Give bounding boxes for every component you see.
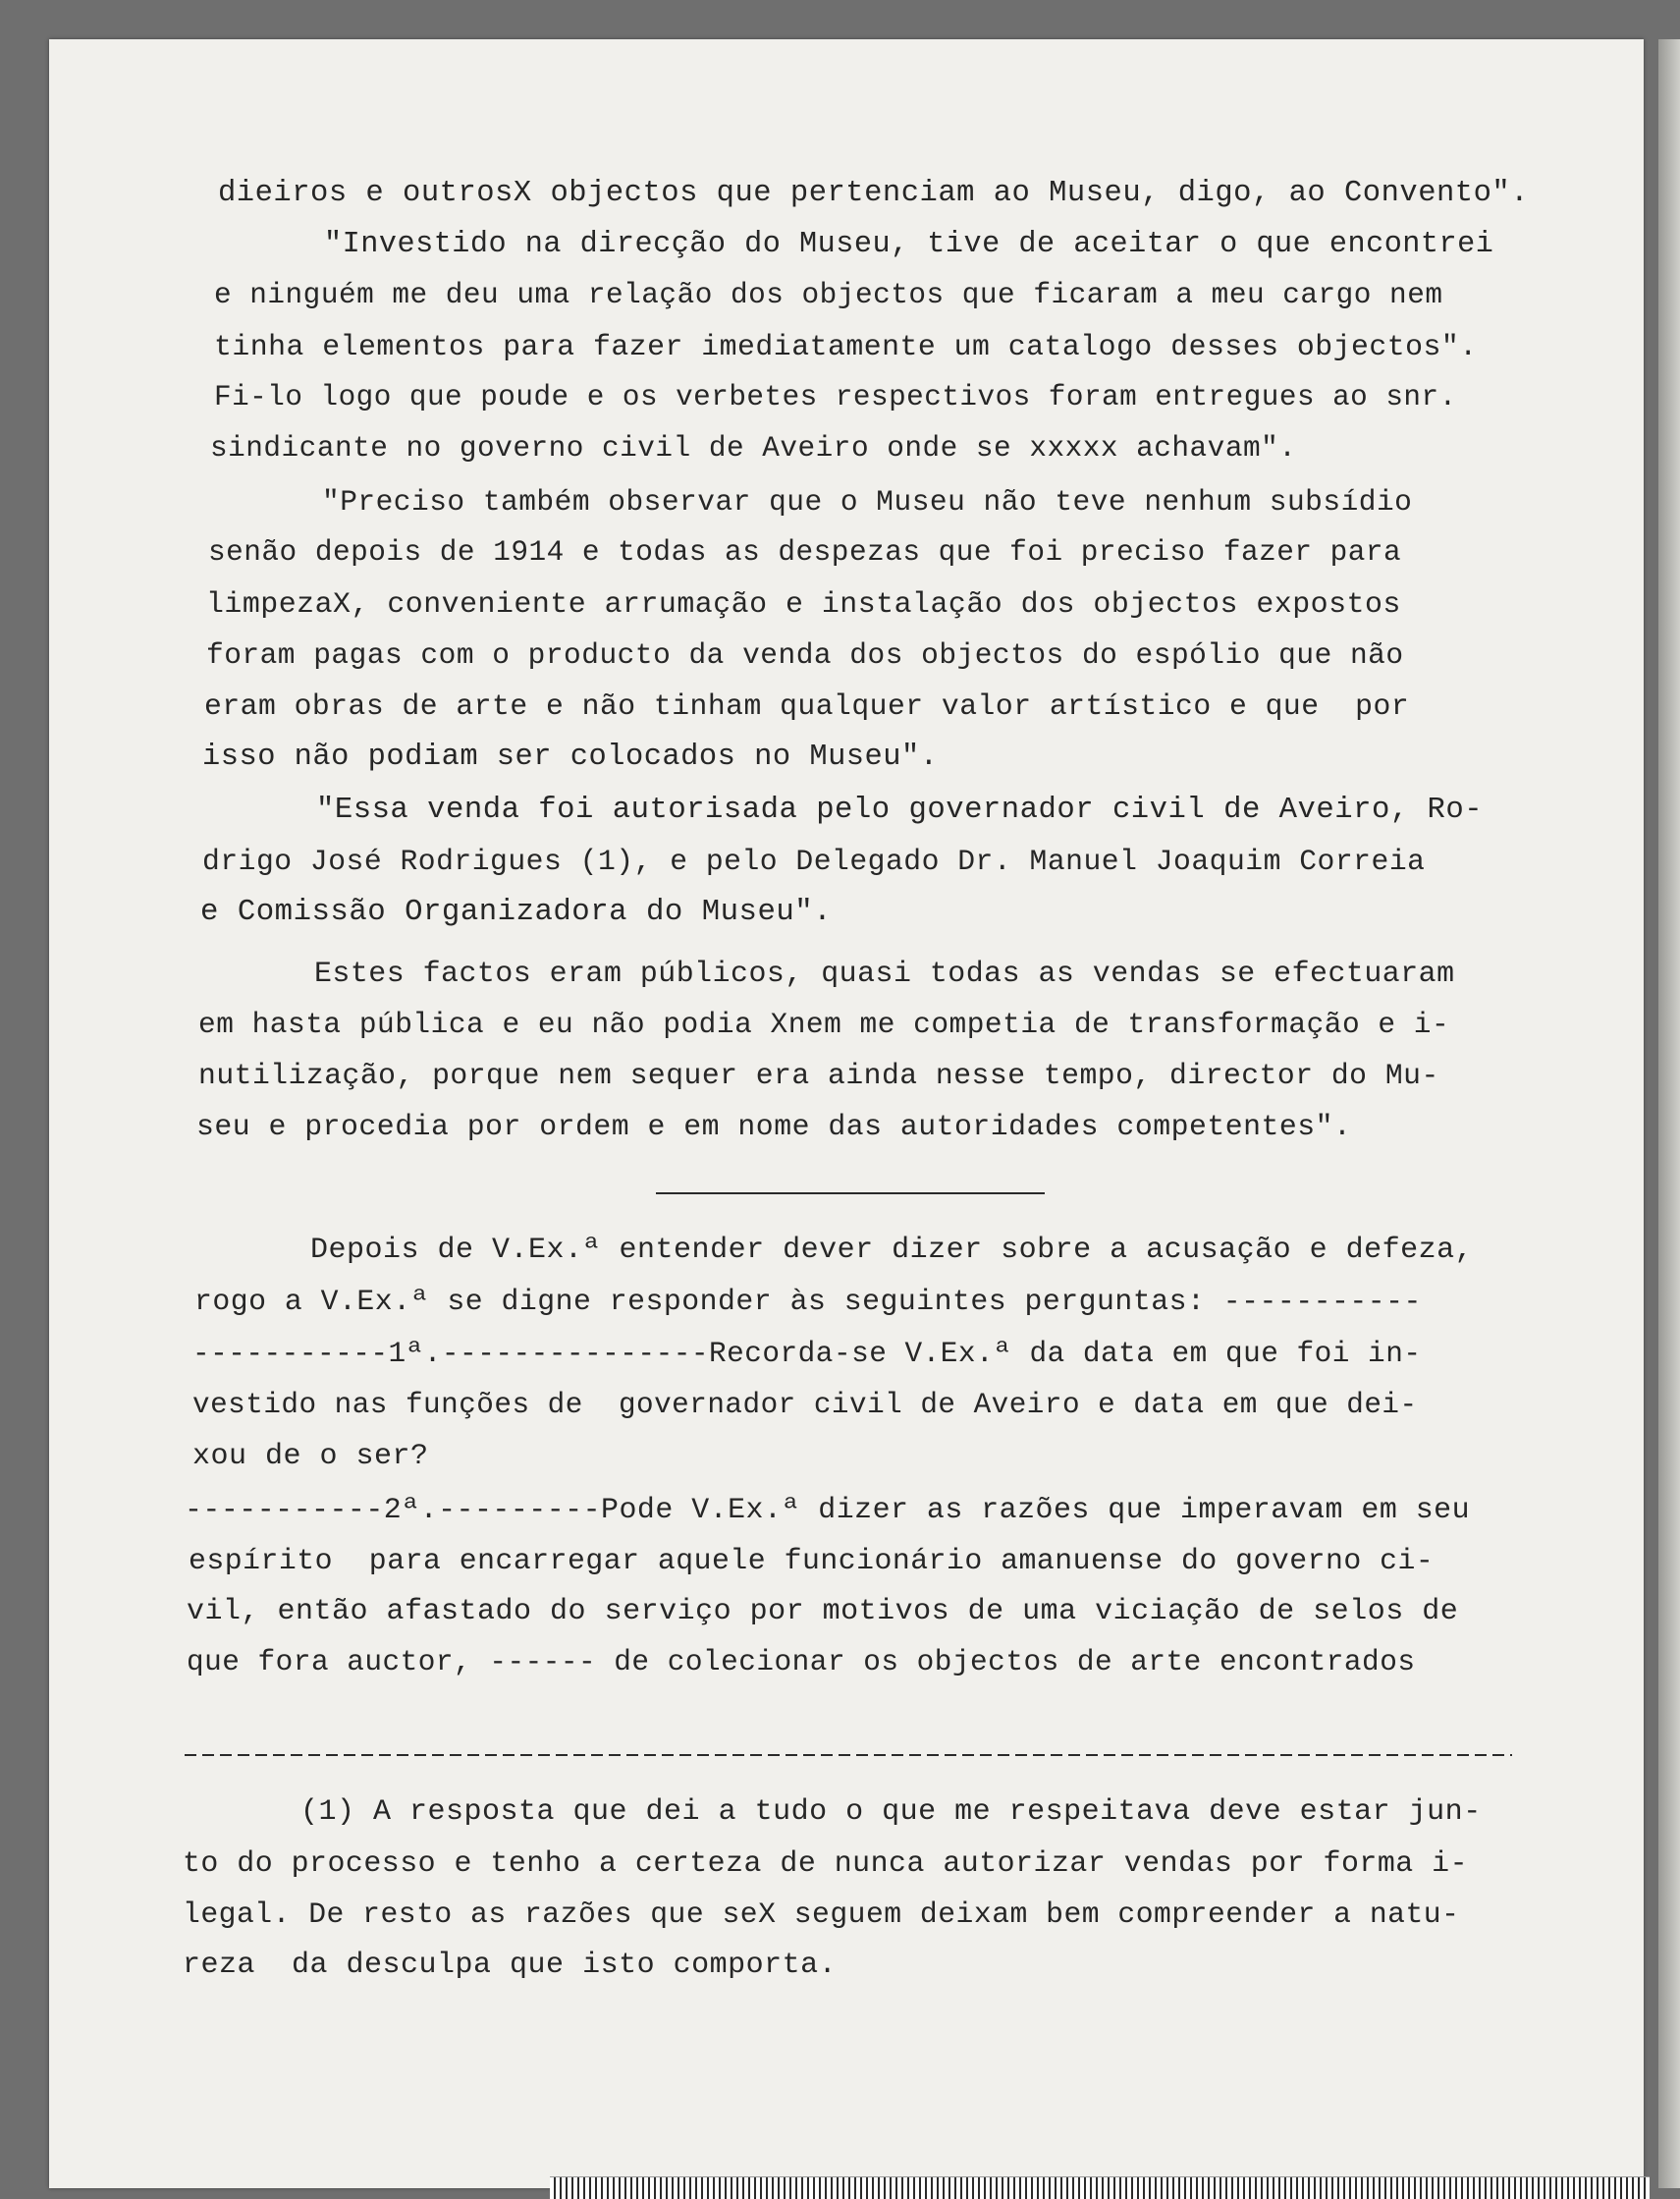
text-line: espírito para encarregar aquele funcionário amanuense do governo ci- bbox=[189, 1544, 1435, 1577]
scan-ruler bbox=[550, 2176, 1650, 2199]
text-line: "Preciso também observar que o Museu não teve nenhum subsídio bbox=[322, 485, 1413, 519]
text-line: -----------1ª.---------------Recorda-se V.Ex.ª da data em que foi in- bbox=[192, 1338, 1422, 1370]
text-line: limpezaX, conveniente arrumação e instalação dos objectos expostos bbox=[206, 587, 1401, 621]
text-line: vestido nas funções de governador civil de Aveiro e data em que dei- bbox=[192, 1389, 1418, 1421]
text-line: e ninguém me deu uma relação dos objectos que ficaram a meu cargo nem bbox=[214, 279, 1443, 311]
footnote-line: (1) A resposta que dei a tudo o que me respeitava deve estar jun- bbox=[300, 1795, 1482, 1829]
dashed-rule bbox=[185, 1754, 1512, 1756]
text-line: eram obras de arte e não tinham qualquer valor artístico e que por bbox=[204, 689, 1410, 723]
text-line: Fi-lo logo que poude e os verbetes respectivos foram entregues ao snr. bbox=[214, 381, 1457, 413]
section-divider bbox=[656, 1192, 1045, 1194]
text-line: nutilização, porque nem sequer era ainda nesse tempo, director do Mu- bbox=[198, 1059, 1439, 1092]
footnote-line: reza da desculpa que isto comporta. bbox=[183, 1949, 838, 1982]
text-line: "Essa venda foi autorisada pelo governador civil de Aveiro, Ro- bbox=[316, 794, 1484, 827]
text-line: seu e procedia por ordem e em nome das autoridades competentes". bbox=[196, 1110, 1352, 1143]
text-line: Depois de V.Ex.ª entender dever dizer sobre a acusação e defeza, bbox=[310, 1234, 1474, 1267]
text-line: rogo a V.Ex.ª se digne responder às seguintes perguntas: ----------- bbox=[194, 1285, 1422, 1318]
text-line: -----------2ª.---------Pode V.Ex.ª dizer as razões que imperavam em seu bbox=[185, 1493, 1471, 1526]
text-line: e Comissão Organizadora do Museu". bbox=[200, 895, 833, 929]
text-line: "Investido na direcção do Museu, tive de aceitar o que encontrei bbox=[324, 228, 1494, 261]
text-line: tinha elementos para fazer imediatamente um catalogo desses objectos". bbox=[214, 330, 1478, 363]
footnote-line: legal. De resto as razões que seX seguem deixam bem compreender a natu- bbox=[183, 1897, 1460, 1931]
text-line: que fora auctor, ------ de colecionar os objectos de arte encontrados bbox=[187, 1646, 1416, 1678]
text-line: xou de o ser? bbox=[192, 1440, 429, 1473]
text-line: sindicante no governo civil de Aveiro onde se xxxxx achavam". bbox=[210, 432, 1297, 465]
text-line: vil, então afastado do serviço por motivos de uma viciação de selos de bbox=[187, 1595, 1459, 1628]
footnote-line: to do processo e tenho a certeza de nunca autorizar vendas por forma i- bbox=[183, 1846, 1469, 1880]
text-line: em hasta pública e eu não podia Xnem me competia de transformação e i- bbox=[198, 1008, 1450, 1041]
text-line: dieiros e outrosX objectos que pertenciam ao Museu, digo, ao Convento". bbox=[218, 177, 1530, 210]
text-line: isso não podiam ser colocados no Museu". bbox=[202, 741, 939, 774]
text-line: senão depois de 1914 e todas as despezas que foi preciso fazer para bbox=[208, 536, 1402, 569]
text-line: drigo José Rodrigues (1), e pelo Delegado Dr. Manuel Joaquim Correia bbox=[202, 845, 1426, 878]
text-line: Estes factos eram públicos, quasi todas as vendas se efectuaram bbox=[314, 957, 1455, 990]
text-line: foram pagas com o producto da venda dos objectos do espólio que não bbox=[206, 638, 1404, 672]
